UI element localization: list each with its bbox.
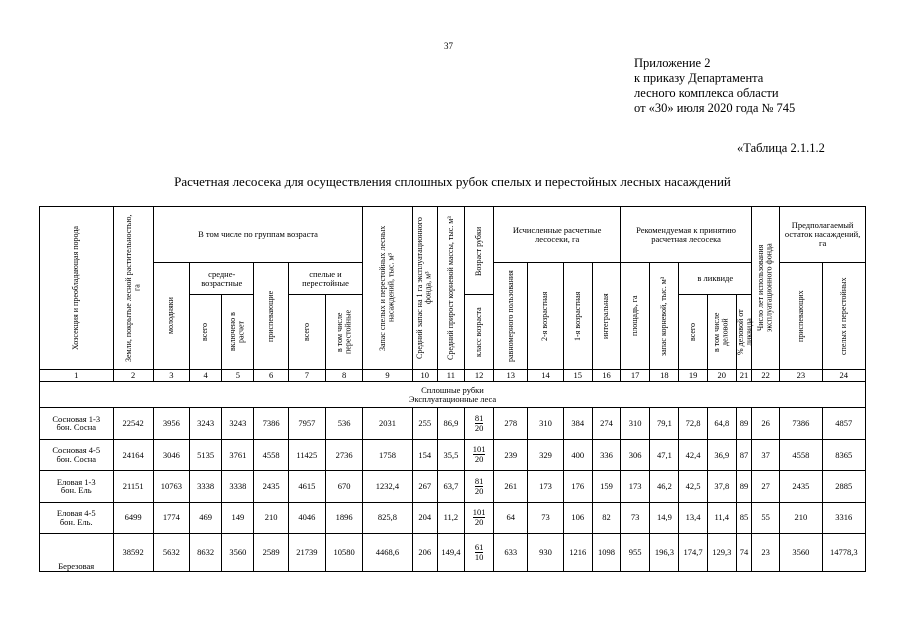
cell-c22: 27 <box>752 471 780 502</box>
cell-c16: 274 <box>592 408 620 439</box>
appendix-block <box>634 56 795 116</box>
cell-c24: 4857 <box>822 408 865 439</box>
appendix-line-1: Приложение 2 <box>634 56 711 70</box>
cell-c10: 204 <box>412 502 437 533</box>
cell-c22: 26 <box>752 408 780 439</box>
cell-c14: 329 <box>528 439 563 470</box>
cell-cutting-age: $\frac{101}{20}$ <box>464 502 493 533</box>
cell-c21: 74 <box>736 534 751 572</box>
cell-c13: 278 <box>494 408 528 439</box>
cell-c4: 469 <box>190 502 222 533</box>
cell-c4: 3243 <box>190 408 222 439</box>
cell-c17: 173 <box>621 471 650 502</box>
cell-c20: 64,8 <box>707 408 736 439</box>
table-row <box>40 439 866 470</box>
cell-c8: 2736 <box>325 439 362 470</box>
header-calculated: Исчисленные расчетные лесосеки, га <box>494 207 621 263</box>
cell-c3: 1774 <box>153 502 189 533</box>
column-number: 3 <box>153 370 189 382</box>
cell-c3: 3956 <box>153 408 189 439</box>
cell-c7: 7957 <box>288 408 325 439</box>
column-number: 24 <box>822 370 865 382</box>
column-number: 18 <box>650 370 679 382</box>
cell-c4: 5135 <box>190 439 222 470</box>
cell-c24: 14778,3 <box>822 534 865 572</box>
cell-c13: 261 <box>494 471 528 502</box>
cell-c8: 536 <box>325 408 362 439</box>
cell-c19: 13,4 <box>679 502 707 533</box>
cell-cutting-age: $\frac{61}{10}$ <box>464 534 493 572</box>
cell-c18: 196,3 <box>650 534 679 572</box>
table-row <box>40 408 866 439</box>
cell-c7: 4046 <box>288 502 325 533</box>
cell-c13: 64 <box>494 502 528 533</box>
page-number: 37 <box>444 41 453 51</box>
cell-c17: 306 <box>621 439 650 470</box>
cell-c5: 3761 <box>222 439 254 470</box>
cell-cutting-age: $\frac{101}{20}$ <box>464 439 493 470</box>
cell-c21: 87 <box>736 439 751 470</box>
page-title: Расчетная лесосека для осуществления сплошных рубок спелых и перестойных лесных насаждений <box>174 174 731 189</box>
column-number: 1 <box>40 370 114 382</box>
header-integral: интегральная <box>592 263 620 370</box>
cell-c3: 10763 <box>153 471 189 502</box>
cell-c3: 3046 <box>153 439 189 470</box>
table-row <box>40 471 866 502</box>
cell-c15: 384 <box>563 408 592 439</box>
header-middle-aged: средне-возрастные <box>190 263 254 295</box>
cell-c16: 159 <box>592 471 620 502</box>
row-name: Сосновая 1-3 бон. Сосна <box>40 408 114 439</box>
cell-c5: 3338 <box>222 471 254 502</box>
column-number: 5 <box>222 370 254 382</box>
cell-c9: 825,8 <box>363 502 412 533</box>
table-label: «Таблица 2.1.1.2 <box>737 141 825 155</box>
column-number: 8 <box>325 370 362 382</box>
row-name: Березовая <box>40 534 114 572</box>
cell-c10: 267 <box>412 471 437 502</box>
column-number: 15 <box>563 370 592 382</box>
cell-c24: 2885 <box>822 471 865 502</box>
cell-c18: 46,2 <box>650 471 679 502</box>
header-liquid-total: всего <box>679 295 707 370</box>
cell-c7: 21739 <box>288 534 325 572</box>
cell-c22: 37 <box>752 439 780 470</box>
column-number: 21 <box>736 370 751 382</box>
cutting-table <box>39 206 866 572</box>
cell-c21: 85 <box>736 502 751 533</box>
cell-c10: 154 <box>412 439 437 470</box>
cell-c8: 10580 <box>325 534 362 572</box>
cell-c7: 11425 <box>288 439 325 470</box>
cell-c10: 255 <box>412 408 437 439</box>
cell-c9: 1758 <box>363 439 412 470</box>
cell-c23: 210 <box>780 502 822 533</box>
cell-c21: 89 <box>736 408 751 439</box>
header-years-use: Число лет использования эксплуатационного фонда <box>752 207 780 370</box>
header-section-species: Хозсекция и преобладающая порода <box>40 207 114 370</box>
column-number: 19 <box>679 370 707 382</box>
cell-c6: 210 <box>254 502 288 533</box>
header-maturing: приспевающие <box>254 263 288 370</box>
column-number: 14 <box>528 370 563 382</box>
cell-c8: 1896 <box>325 502 362 533</box>
header-remaining: Предполагаемый остаток насаждений, га <box>780 207 866 263</box>
header-avg-growth: Средний прирост корневой массы, тыс. м³ <box>437 207 464 370</box>
column-number: 9 <box>363 370 412 382</box>
cell-c2: 22542 <box>113 408 153 439</box>
cell-c4: 3338 <box>190 471 222 502</box>
cell-c14: 930 <box>528 534 563 572</box>
header-mature-stock: Запас спелых и перестойных лесных насаждений, тыс. м³ <box>363 207 412 370</box>
cell-c19: 42,5 <box>679 471 707 502</box>
column-number: 4 <box>190 370 222 382</box>
column-number: 22 <box>752 370 780 382</box>
cell-c6: 2435 <box>254 471 288 502</box>
cell-c16: 1098 <box>592 534 620 572</box>
cell-c24: 3316 <box>822 502 865 533</box>
column-number: 23 <box>780 370 822 382</box>
cell-c10: 206 <box>412 534 437 572</box>
cell-c6: 4558 <box>254 439 288 470</box>
cell-c14: 310 <box>528 408 563 439</box>
header-liquid-business: в том числе деловой <box>707 295 736 370</box>
cell-c14: 73 <box>528 502 563 533</box>
appendix-line-2: к приказу Департамента <box>634 71 764 85</box>
cell-c2: 24164 <box>113 439 153 470</box>
header-middle-total: всего <box>190 295 222 370</box>
cell-c6: 2589 <box>254 534 288 572</box>
column-number: 20 <box>707 370 736 382</box>
cell-c20: 36,9 <box>707 439 736 470</box>
cell-c19: 174,7 <box>679 534 707 572</box>
section-label: Сплошные рубки Эксплуатационные леса <box>40 382 866 408</box>
column-number: 17 <box>621 370 650 382</box>
cell-c15: 106 <box>563 502 592 533</box>
cell-c15: 1216 <box>563 534 592 572</box>
cell-c22: 55 <box>752 502 780 533</box>
cell-c7: 4615 <box>288 471 325 502</box>
cell-c5: 3560 <box>222 534 254 572</box>
cell-c5: 3243 <box>222 408 254 439</box>
cell-c20: 129,3 <box>707 534 736 572</box>
cell-c11: 11,2 <box>437 502 464 533</box>
cell-c9: 2031 <box>363 408 412 439</box>
column-number: 7 <box>288 370 325 382</box>
cell-c15: 400 <box>563 439 592 470</box>
cell-c18: 47,1 <box>650 439 679 470</box>
column-number: 13 <box>494 370 528 382</box>
cell-c23: 3560 <box>780 534 822 572</box>
cell-c20: 37,8 <box>707 471 736 502</box>
cell-c19: 42,4 <box>679 439 707 470</box>
row-name: Сосновая 4-5 бон. Сосна <box>40 439 114 470</box>
header-cutting-age: Возраст рубки <box>464 207 493 295</box>
cell-c6: 7386 <box>254 408 288 439</box>
cell-c4: 8632 <box>190 534 222 572</box>
cell-c2: 21151 <box>113 471 153 502</box>
header-avg-stock: Средний запас на 1 га эксплуатационного фонда, м³ <box>412 207 437 370</box>
cell-c17: 955 <box>621 534 650 572</box>
cell-c21: 89 <box>736 471 751 502</box>
header-mature-total: всего <box>288 295 325 370</box>
cell-c23: 4558 <box>780 439 822 470</box>
cell-c15: 176 <box>563 471 592 502</box>
table-row <box>40 534 866 572</box>
header-age-groups: В том числе по группам возраста <box>153 207 362 263</box>
cell-c18: 14,9 <box>650 502 679 533</box>
header-forest-area: Земли, покрытые лесной растительностью, га <box>113 207 153 370</box>
header-root-stock: запас корневой, тыс. м³ <box>650 263 679 370</box>
column-number: 12 <box>464 370 493 382</box>
column-number: 11 <box>437 370 464 382</box>
section-row <box>40 382 866 408</box>
header-liquid: в ликвиде <box>679 263 752 295</box>
column-number: 2 <box>113 370 153 382</box>
header-middle-included: включено в расчет <box>222 295 254 370</box>
header-remaining-maturing: приспевающих <box>780 263 822 370</box>
cell-c11: 86,9 <box>437 408 464 439</box>
cell-c11: 149,4 <box>437 534 464 572</box>
cell-c5: 149 <box>222 502 254 533</box>
column-numbers-row <box>40 370 866 382</box>
row-name: Еловая 1-3 бон. Ель <box>40 471 114 502</box>
header-first-age: 1-я возрастная <box>563 263 592 370</box>
appendix-line-3: лесного комплекса области <box>634 86 779 100</box>
cell-c11: 35,5 <box>437 439 464 470</box>
header-remaining-mature: спелых и перестойных <box>822 263 865 370</box>
cell-cutting-age: $\frac{81}{20}$ <box>464 408 493 439</box>
column-number: 6 <box>254 370 288 382</box>
cell-c2: 6499 <box>113 502 153 533</box>
header-business-percent: % деловой от ликвида <box>736 295 751 370</box>
cell-c8: 670 <box>325 471 362 502</box>
cell-c23: 2435 <box>780 471 822 502</box>
cell-c9: 4468,6 <box>363 534 412 572</box>
cell-c14: 173 <box>528 471 563 502</box>
cell-c13: 239 <box>494 439 528 470</box>
cell-c18: 79,1 <box>650 408 679 439</box>
header-uniform: равномерного пользования <box>494 263 528 370</box>
column-number: 16 <box>592 370 620 382</box>
row-name: Еловая 4-5 бон. Ель. <box>40 502 114 533</box>
cell-cutting-age: $\frac{81}{20}$ <box>464 471 493 502</box>
cell-c13: 633 <box>494 534 528 572</box>
header-age-class: класс возраста <box>464 295 493 370</box>
cell-c17: 73 <box>621 502 650 533</box>
cell-c17: 310 <box>621 408 650 439</box>
cell-c20: 11,4 <box>707 502 736 533</box>
cell-c24: 8365 <box>822 439 865 470</box>
header-mature-over: в том числе перестойные <box>325 295 362 370</box>
cell-c3: 5632 <box>153 534 189 572</box>
cell-c16: 82 <box>592 502 620 533</box>
column-number: 10 <box>412 370 437 382</box>
cell-c2: 38592 <box>113 534 153 572</box>
cell-c23: 7386 <box>780 408 822 439</box>
table-row <box>40 502 866 533</box>
header-area: площадь, га <box>621 263 650 370</box>
cell-c11: 63,7 <box>437 471 464 502</box>
cell-c22: 23 <box>752 534 780 572</box>
header-young: молодняки <box>153 263 189 370</box>
header-recommended: Рекомендуемая к принятию расчетная лесосека <box>621 207 752 263</box>
cell-c19: 72,8 <box>679 408 707 439</box>
appendix-line-4: от «30» июля 2020 года № 745 <box>634 101 796 115</box>
header-second-age: 2-я возрастная <box>528 263 563 370</box>
cell-c9: 1232,4 <box>363 471 412 502</box>
header-mature: спелые и перестойные <box>288 263 363 295</box>
cell-c16: 336 <box>592 439 620 470</box>
